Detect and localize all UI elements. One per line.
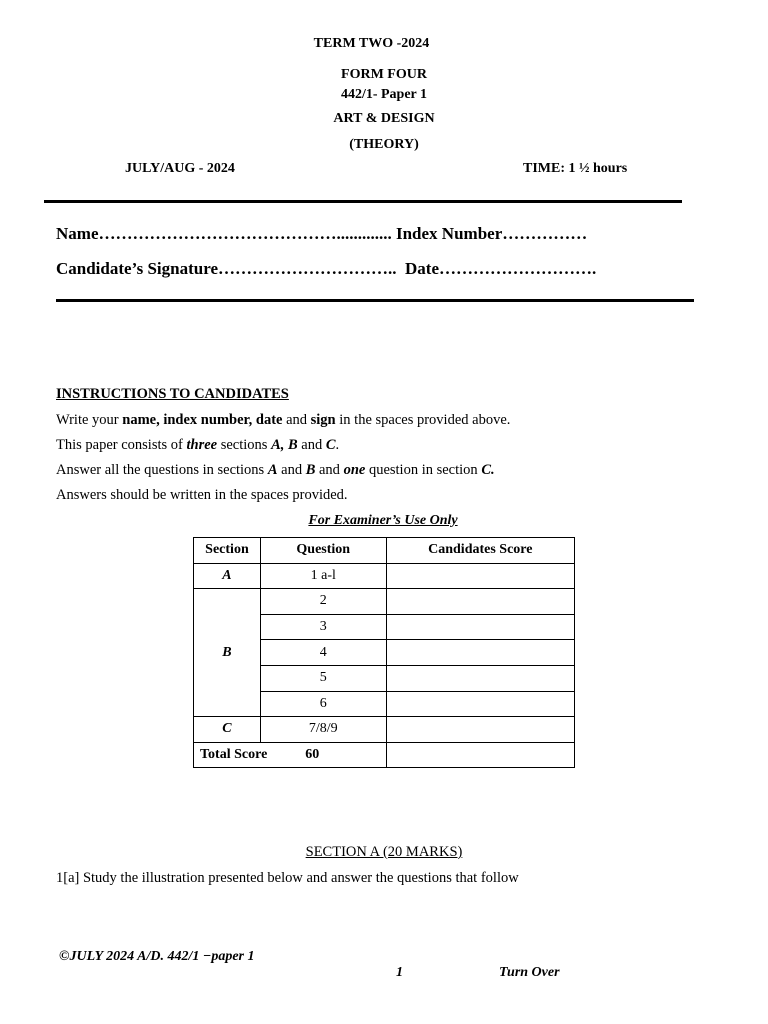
total-row bbox=[194, 742, 575, 768]
score-cell[interactable] bbox=[386, 691, 574, 717]
score-cell[interactable] bbox=[386, 614, 574, 640]
instruction-line-2: This paper consists of three sections A, B and C. bbox=[56, 437, 340, 453]
page-number: 1 bbox=[396, 965, 403, 980]
score-cell[interactable] bbox=[386, 563, 574, 589]
col-header-section: Section bbox=[194, 538, 261, 564]
table-row bbox=[194, 589, 575, 615]
score-cell[interactable] bbox=[386, 665, 574, 691]
score-cell[interactable] bbox=[386, 640, 574, 666]
subject-heading: ART & DESIGN bbox=[333, 111, 435, 126]
total-score-label: Total Score bbox=[200, 747, 268, 763]
question-1a: 1[a] Study the illustration presented below and answer the questions that follow bbox=[56, 870, 519, 886]
section-a-title: SECTION A (20 MARKS) bbox=[305, 844, 463, 860]
paper-type: (THEORY) bbox=[349, 137, 419, 152]
signature-label: Candidate’s Signature bbox=[56, 259, 218, 278]
paper-code: 442/1- Paper 1 bbox=[340, 87, 428, 102]
instruction-line-3: Answer all the questions in sections A and B and one question in section C. bbox=[56, 462, 495, 478]
header-divider-bottom bbox=[56, 299, 694, 302]
term-heading: TERM TWO -2024 bbox=[313, 36, 430, 51]
total-score-input[interactable] bbox=[386, 742, 574, 768]
total-score-value: 60 bbox=[305, 747, 320, 763]
footer-copyright: ©JULY 2024 A/D. 442/1 −paper 1 bbox=[59, 949, 255, 964]
session-date: JULY/AUG - 2024 bbox=[125, 161, 235, 176]
question-cell: 3 bbox=[260, 614, 386, 640]
signature-dots: ………………………….. bbox=[218, 259, 397, 278]
question-cell: 6 bbox=[260, 691, 386, 717]
turn-over-label: Turn Over bbox=[499, 965, 560, 980]
total-score-cell bbox=[194, 742, 387, 768]
header-divider-top bbox=[44, 200, 682, 203]
question-cell: 2 bbox=[260, 589, 386, 615]
examiner-score-table bbox=[193, 537, 575, 768]
form-heading: FORM FOUR bbox=[341, 67, 427, 82]
section-cell: A bbox=[194, 563, 261, 589]
name-index-field[interactable]: Name……………………………………............. Index Number…………… bbox=[56, 224, 588, 243]
score-cell[interactable] bbox=[386, 589, 574, 615]
date-label: Date………………………. bbox=[405, 259, 597, 278]
time-allowed: TIME: 1 ½ hours bbox=[523, 161, 628, 176]
question-cell: 5 bbox=[260, 665, 386, 691]
section-cell: B bbox=[194, 589, 261, 717]
table-row bbox=[194, 717, 575, 743]
score-cell[interactable] bbox=[386, 717, 574, 743]
instructions-heading: INSTRUCTIONS TO CANDIDATES bbox=[56, 386, 289, 402]
table-row bbox=[194, 563, 575, 589]
table-header-row bbox=[194, 538, 575, 564]
col-header-question: Question bbox=[260, 538, 386, 564]
question-cell: 1 a-l bbox=[260, 563, 386, 589]
instruction-line-1: Write your name, index number, date and sign in the spaces provided above. bbox=[56, 412, 511, 428]
section-cell: C bbox=[194, 717, 261, 743]
question-cell: 4 bbox=[260, 640, 386, 666]
examiner-caption: For Examiner’s Use Only bbox=[308, 513, 458, 528]
col-header-score: Candidates Score bbox=[386, 538, 574, 564]
question-cell: 7/8/9 bbox=[260, 717, 386, 743]
signature-date-field[interactable] bbox=[56, 259, 596, 279]
instruction-line-4: Answers should be written in the spaces provided. bbox=[56, 487, 348, 503]
